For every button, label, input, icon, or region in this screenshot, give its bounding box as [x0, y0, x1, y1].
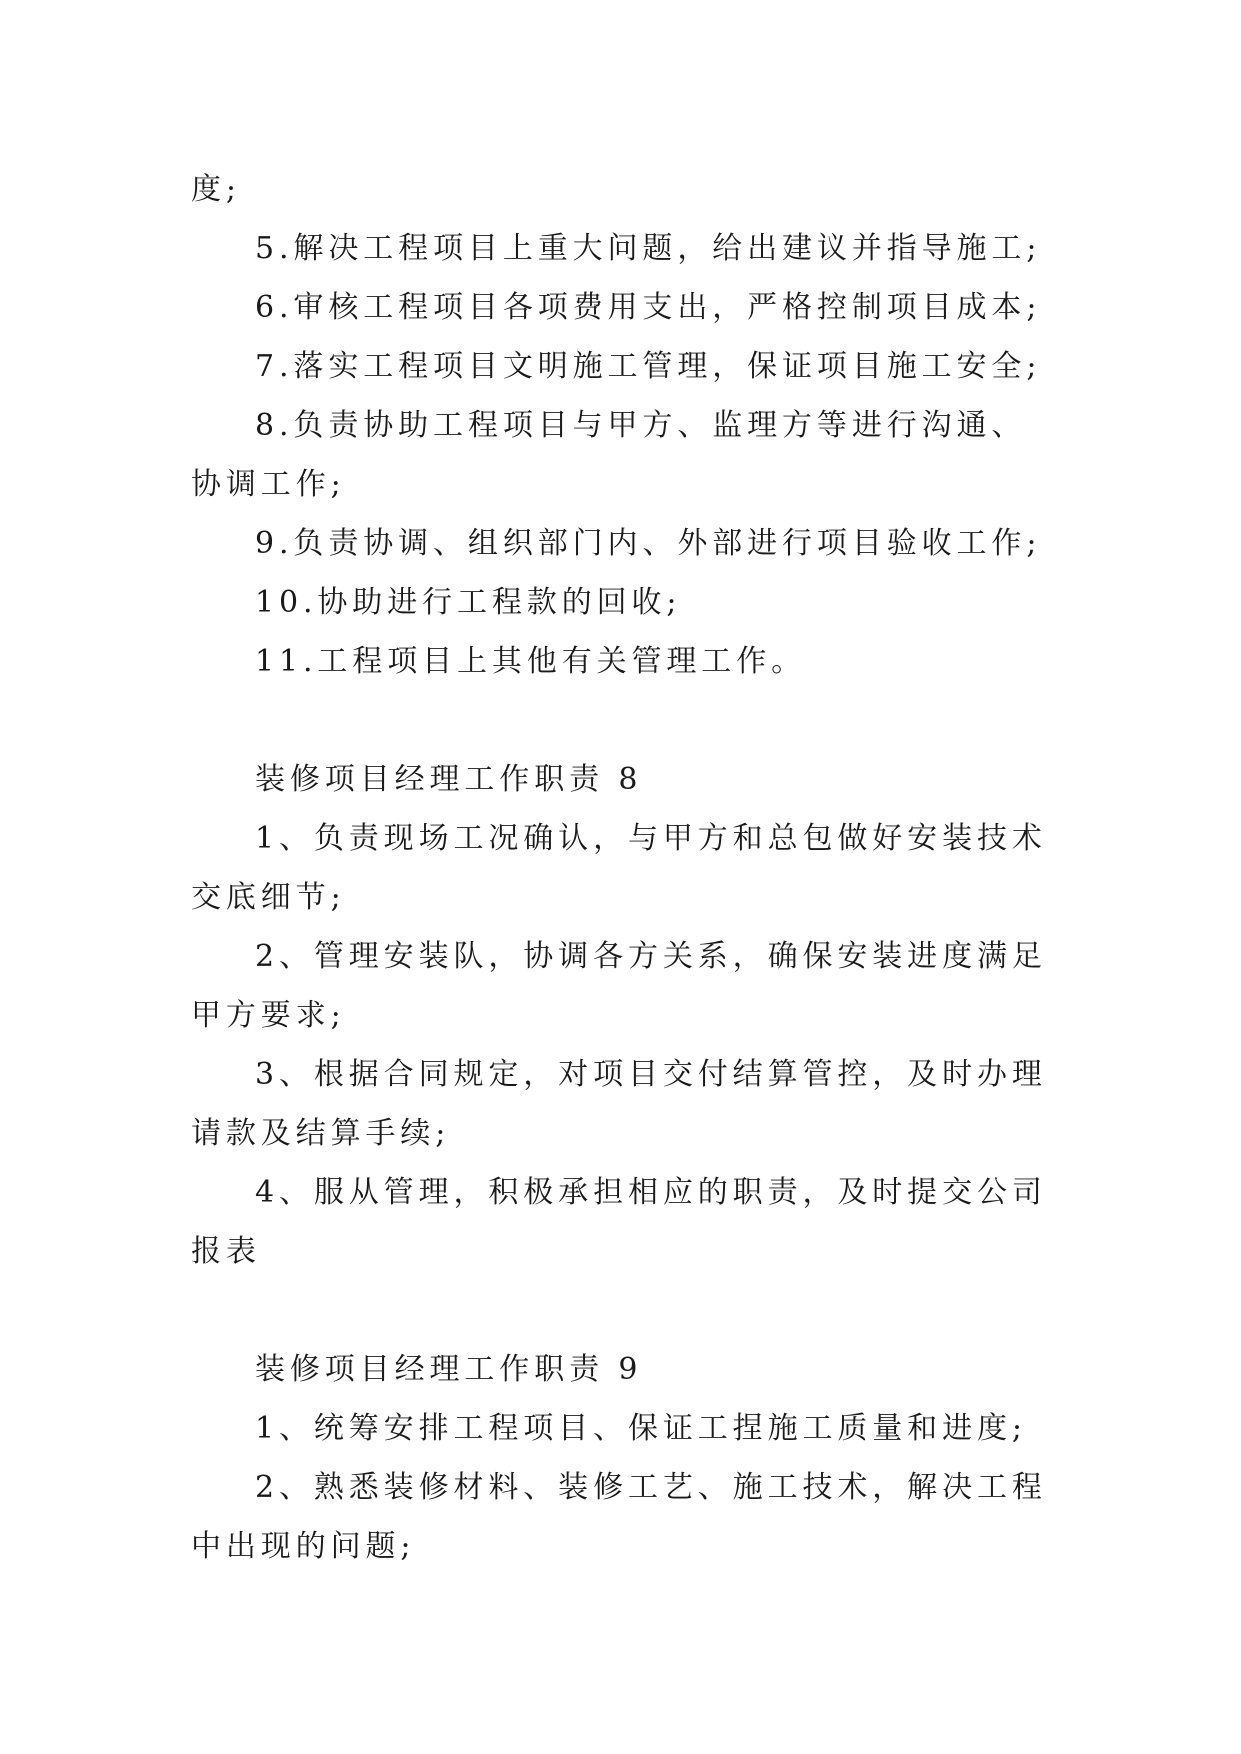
paragraph: 3、根据合同规定，对项目交付结算管控，及时办理请款及结算手续; — [191, 1057, 1047, 1151]
document-body — [191, 160, 1053, 1576]
paragraph: 4、服从管理，积极承担相应的职责，及时提交公司报表 — [191, 1175, 1047, 1269]
paragraph: 8.负责协助工程项目与甲方、监理方等进行沟通、协调工作; — [191, 408, 1027, 502]
section-heading: 装修项目经理工作职责 8 — [255, 762, 643, 797]
paragraph: 1、统筹安排工程项目、保证工捏施工质量和进度; — [255, 1411, 1027, 1446]
paragraph-spacer — [191, 691, 1053, 750]
paragraph-spacer — [191, 1281, 1053, 1340]
paragraph: 5.解决工程项目上重大问题，给出建议并指导施工; — [255, 231, 1042, 266]
paragraph: 10.协助进行工程款的回收; — [255, 585, 682, 620]
paragraph: 2、熟悉装修材料、装修工艺、施工技术，解决工程中出现的问题; — [191, 1470, 1047, 1564]
paragraph: 度; — [191, 172, 241, 207]
section-heading: 装修项目经理工作职责 9 — [255, 1352, 643, 1387]
paragraph: 1、负责现场工况确认，与甲方和总包做好安装技术交底细节; — [191, 821, 1047, 915]
paragraph: 7.落实工程项目文明施工管理，保证项目施工安全; — [255, 349, 1042, 384]
paragraph: 11.工程项目上其他有关管理工作。 — [255, 644, 807, 679]
paragraph: 9.负责协调、组织部门内、外部进行项目验收工作; — [255, 526, 1042, 561]
paragraph: 6.审核工程项目各项费用支出，严格控制项目成本; — [255, 290, 1042, 325]
paragraph: 2、管理安装队，协调各方关系，确保安装进度满足甲方要求; — [191, 939, 1047, 1033]
